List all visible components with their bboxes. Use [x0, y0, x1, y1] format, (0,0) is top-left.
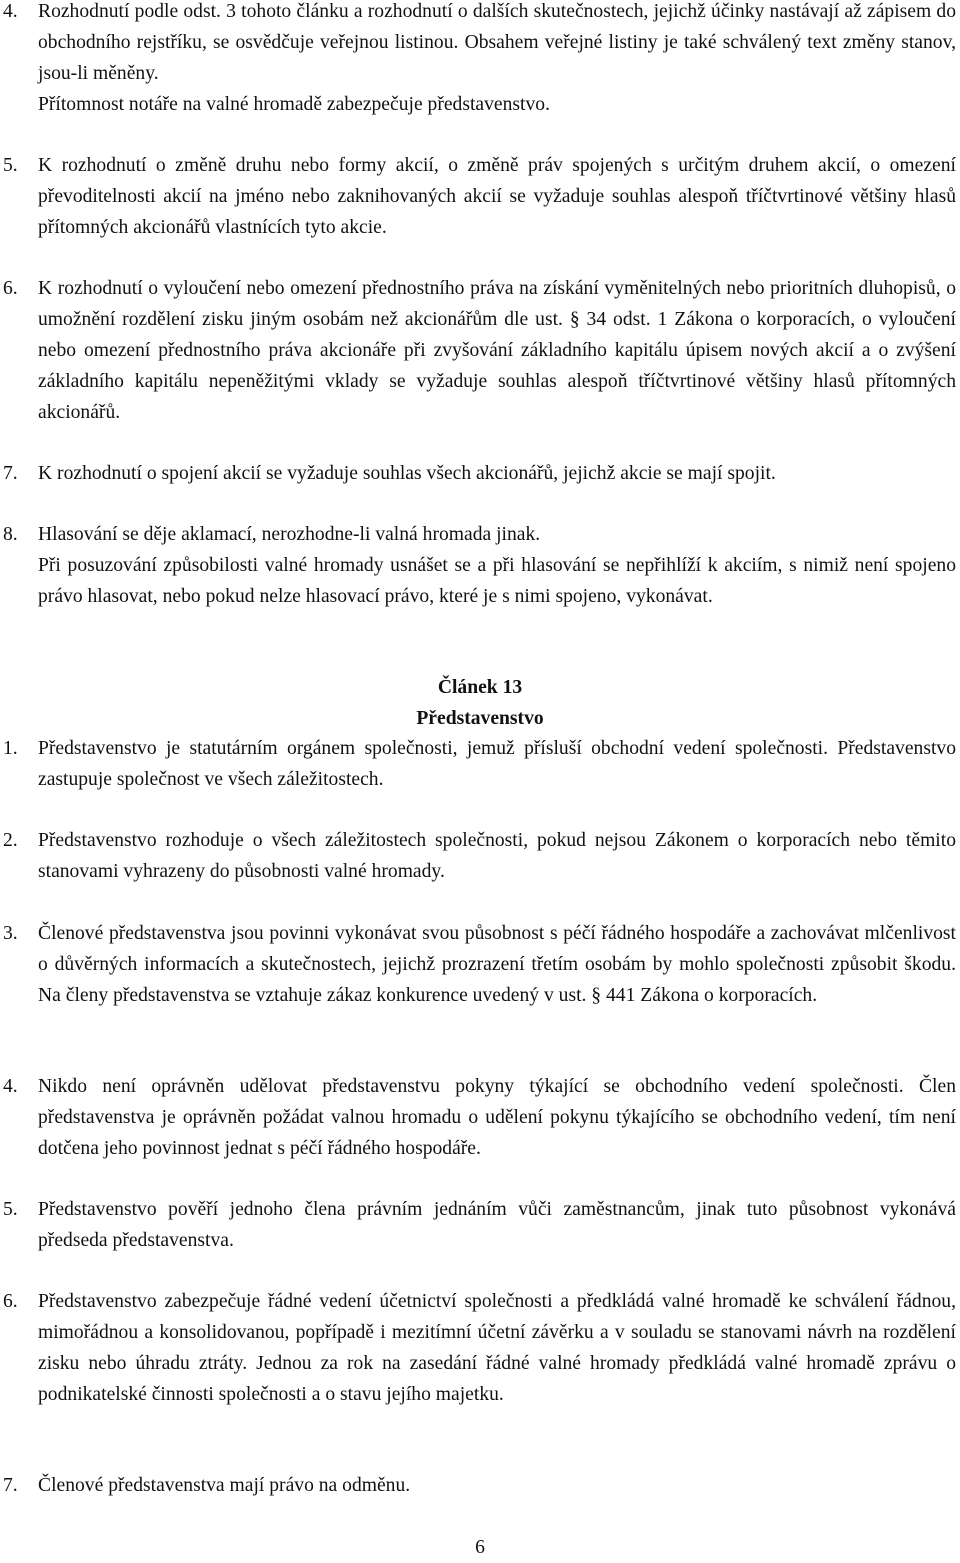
paragraph: Členové představenstva jsou povinni vykonávat svou působnost s péčí řádného hospodáře a zachovávat mlčenlivost o důvěrných informacích a skutečnostech, jejichž prozrazení třetím osobám by mohlo společnosti způsobit škodu. Na členy představenstva se vztahuje zákaz konkurence uvedený v ust. § 441 Zákona o korporacích. — [38, 923, 956, 1006]
paragraph: K rozhodnutí o vyloučení nebo omezení přednostního práva na získání vyměnitelných nebo prioritních dluhopisů, o umožnění rozdělení zisku jiným osobám než akcionářům dle ust. § 34 odst. 1 Zákona o korporacích, o vyloučení nebo omezení přednostního práva akcionáře při zvyšování základního kapitálu úpisem nových akcií a o zvýšení základního kapitálu nepeněžitými vklady se vyžaduje souhlas alespoň tříčtvrtinové většiny hlasů přítomných akcionářů. — [38, 278, 956, 423]
item-number: 7. — [3, 463, 18, 484]
item-text — [38, 458, 956, 489]
item-number: 5. — [3, 1199, 18, 1220]
item-text — [38, 0, 956, 120]
paragraph: Představenstvo pověří jednoho člena právním jednáním vůči zaměstnancům, jinak tuto působnost vykonává předseda představenstva. — [38, 1199, 956, 1251]
item-number: 2. — [3, 830, 18, 851]
article-item-3 — [0, 918, 956, 1011]
item-text — [38, 1194, 956, 1256]
item-8 — [0, 519, 956, 612]
paragraph: Představenstvo zabezpečuje řádné vedení účetnictví společnosti a předkládá valné hromadě ke schválení řádnou, mimořádnou a konsolidovanou, popřípadě i mezitímní účetní závěrku a v souladu se stanovami návrh na rozdělení zisku nebo úhradu ztráty. Jednou za rok na zasedání řádné valné hromady předkládá valné hromadě zprávu o podnikatelské činnosti společnosti a o stavu jejího majetku. — [38, 1291, 956, 1405]
page-number: 6 — [475, 1537, 485, 1558]
paragraph: Hlasování se děje aklamací, nerozhodne-li valná hromada jinak. — [38, 524, 541, 545]
item-number: 8. — [3, 524, 18, 545]
paragraph: K rozhodnutí o spojení akcií se vyžaduje souhlas všech akcionářů, jejichž akcie se mají spojit. — [38, 463, 776, 484]
paragraph: Představenstvo je statutárním orgánem společnosti, jemuž přísluší obchodní vedení společnosti. Představenstvo zastupuje společnost ve všech záležitostech. — [38, 738, 956, 790]
item-text — [38, 519, 956, 612]
item-text — [38, 733, 956, 795]
item-number: 7. — [3, 1475, 18, 1496]
item-number: 1. — [3, 738, 18, 759]
item-number: 3. — [3, 923, 18, 944]
paragraph: Přítomnost notáře na valné hromadě zabezpečuje představenstvo. — [38, 94, 550, 115]
item-5 — [0, 150, 956, 243]
paragraph: K rozhodnutí o změně druhu nebo formy akcií, o změně práv spojených s určitým druhem akcií, o omezení převoditelnosti akcií na jméno nebo zaknihovaných akcií se vyžaduje souhlas alespoň tříčtvrtinové většiny hlasů přítomných akcionářů vlastnících tyto akcie. — [38, 155, 956, 238]
article-item-2 — [0, 825, 956, 887]
item-text — [38, 918, 956, 1011]
item-6 — [0, 273, 956, 428]
item-7 — [0, 458, 956, 489]
item-text — [38, 273, 956, 428]
paragraph: Rozhodnutí podle odst. 3 tohoto článku a rozhodnutí o dalších skutečnostech, jejichž účinky nastávají až zápisem do obchodního rejstříku, se osvědčuje veřejnou listinou. Obsahem veřejné listiny je také schválený text změny stanov, jsou-li měněny. — [38, 1, 956, 84]
item-number: 6. — [3, 1291, 18, 1312]
article-item-5 — [0, 1194, 956, 1256]
article-title: Představenstvo — [416, 708, 544, 729]
item-number: 4. — [3, 1076, 18, 1097]
item-number: 4. — [3, 1, 18, 22]
item-number: 6. — [3, 278, 18, 299]
item-text — [38, 150, 956, 243]
article-item-1 — [0, 733, 956, 795]
paragraph: Představenstvo rozhoduje o všech záležitostech společnosti, pokud nejsou Zákonem o korporacích nebo těmito stanovami vyhrazeny do působnosti valné hromady. — [38, 830, 956, 882]
article-item-7 — [0, 1470, 956, 1501]
article-item-4 — [0, 1071, 956, 1164]
item-text — [38, 825, 956, 887]
item-text — [38, 1470, 956, 1501]
article-item-6 — [0, 1286, 956, 1410]
item-number: 5. — [3, 155, 18, 176]
item-text — [38, 1286, 956, 1410]
item-4 — [0, 0, 956, 120]
article-number: Článek 13 — [437, 677, 523, 698]
paragraph: Nikdo není oprávněn udělovat představenstvu pokyny týkající se obchodního vedení společnosti. Člen představenstva je oprávněn požádat valnou hromadu o udělení pokynu týkajícího se obchodního vedení, tím není dotčena jeho povinnost jednat s péčí řádného hospodáře. — [38, 1076, 956, 1159]
paragraph: Členové představenstva mají právo na odměnu. — [38, 1475, 411, 1496]
item-text — [38, 1071, 956, 1164]
paragraph: Při posuzování způsobilosti valné hromady usnášet se a při hlasování se nepřihlíží k akciím, s nimiž není spojeno právo hlasovat, nebo pokud nelze hlasovací právo, které je s nimi spojeno, vykonávat. — [38, 555, 956, 607]
